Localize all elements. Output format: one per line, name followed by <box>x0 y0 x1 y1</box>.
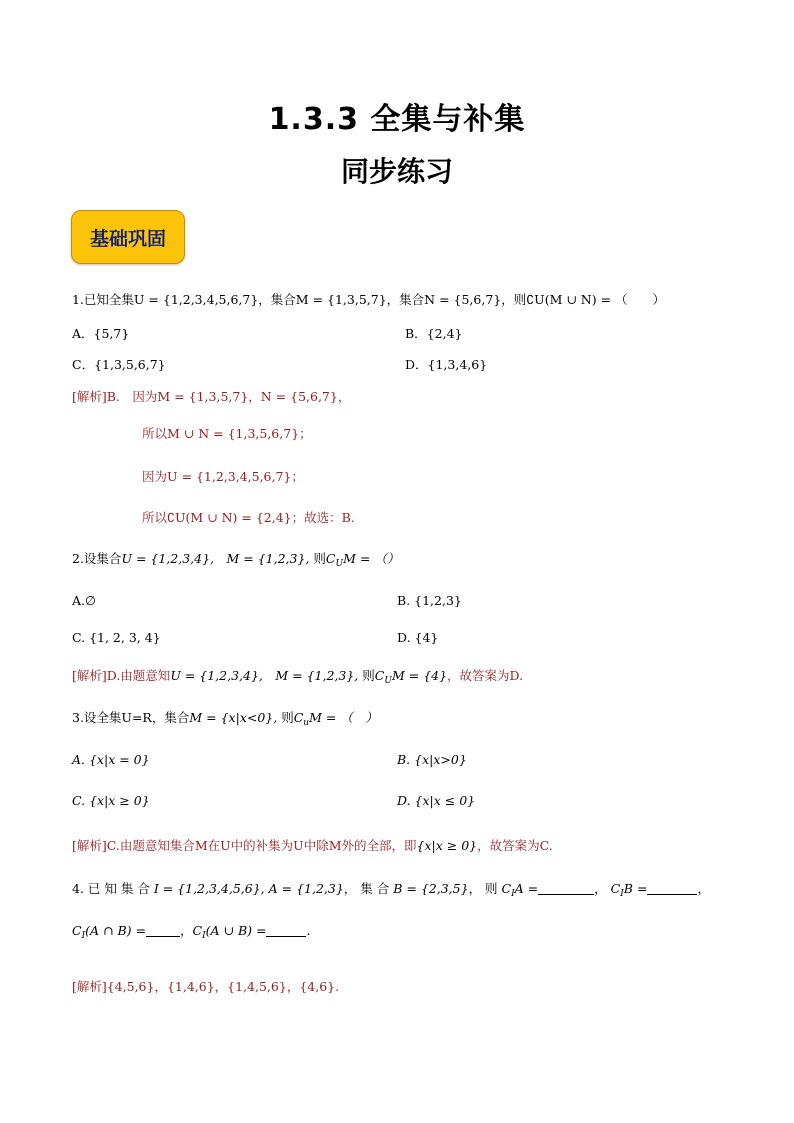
q3-option-a: A. {x|x = 0} <box>72 752 150 767</box>
section-badge: 基础巩固 <box>71 210 185 264</box>
q4-stem-line-1 <box>72 879 710 899</box>
q2-solution-sets: U = {1,2,3,4}, M = {1,2,3}, <box>170 668 359 683</box>
q4-complement-a-symbol: C <box>501 881 512 896</box>
q2-solution-then: 则 <box>362 668 375 683</box>
q2-option-b: B. {1,2,3} <box>397 593 462 608</box>
q3-solution-set: {x|x ≥ 0} <box>416 838 478 853</box>
q1-solution-line-2: 所以M ∪ N = {1,3,5,6,7}； <box>142 426 312 441</box>
q4-complement-intersection-subscript: I <box>81 931 86 941</box>
q2-stem <box>72 549 399 569</box>
q2-option-d: D. {4} <box>397 630 439 645</box>
page-subtitle: 同步练习 <box>340 155 453 188</box>
q2-stem-sets: U = {1,2,3,4}, M = {1,2,3}, <box>121 551 310 566</box>
q2-solution <box>72 666 523 686</box>
q1-solution-line-4: 所以∁U(M ∪ N) = {2,4}；故选：B. <box>142 510 355 525</box>
q4-blank-2[interactable] <box>647 882 697 895</box>
q4-blank-1[interactable] <box>538 882 594 895</box>
q3-solution <box>72 836 553 854</box>
q4-solution: [解析]{4,5,6}，{1,4,6}，{1,4,5,6}，{4,6}. <box>72 979 340 994</box>
q4-set-b: B = {2,3,5} <box>393 881 469 896</box>
q1-option-a: A．{5,7} <box>72 326 130 341</box>
q3-stem <box>72 708 378 728</box>
q2-option-c: C. {1, 2, 3, 4} <box>72 630 161 645</box>
q4-complement-union-symbol: C <box>192 923 203 938</box>
q1-solution-line-1: [解析]B. 因为M = {1,3,5,7}，N = {5,6,7}， <box>72 389 351 404</box>
q1-option-b: B．{2,4} <box>405 326 463 341</box>
q2-solution-end: ，故答案为D. <box>447 668 524 683</box>
q4-complement-b-symbol: C <box>610 881 621 896</box>
q4-stem-mid: ， 集 合 <box>343 881 390 896</box>
q2-solution-subscript: U <box>384 676 392 686</box>
q2-solution-prefix: [解析]D.由题意知 <box>72 668 171 683</box>
q2-solution-value: M = {4} <box>391 668 448 683</box>
page-title: 1.3.3 全集与补集 <box>268 102 526 137</box>
q4-complement-a-expr: A = <box>514 881 539 896</box>
q4-set-i: I = {1,2,3,4,5,6}, <box>153 881 265 896</box>
q4-blank-4[interactable] <box>266 924 306 937</box>
q3-complement-symbol: C <box>293 710 304 725</box>
q4-complement-a-subscript: I <box>511 889 515 899</box>
q2-complement-symbol: C <box>325 551 336 566</box>
q4-stem-then: ， 则 <box>468 881 498 896</box>
q1-option-d: D．{1,3,4,6} <box>405 357 488 372</box>
q4-stem-prefix: 4. 已 知 集 合 <box>72 881 150 896</box>
q1-option-c: C．{1,3,5,6,7} <box>72 357 166 372</box>
q4-stem-line-2 <box>72 921 310 941</box>
q4-complement-intersection-symbol: C <box>72 923 82 938</box>
q4-stem-tail: ， <box>697 881 710 896</box>
q4-set-a: A = {1,2,3} <box>268 881 344 896</box>
q3-stem-set: M = {x|x<0}, <box>189 710 278 725</box>
q4-complement-union-expr: (A ∪ B) = <box>205 923 267 938</box>
q2-option-a: A.∅ <box>72 593 96 608</box>
q3-stem-prefix: 3.设全集U=R，集合 <box>72 710 190 725</box>
q2-stem-then: 则 <box>313 551 326 566</box>
q4-stem-sep: ， <box>594 881 607 896</box>
q3-stem-end: M = （ ） <box>309 710 378 725</box>
q3-option-b: B. {x|x>0} <box>397 752 467 767</box>
q4-line2-sep: ， <box>179 923 193 938</box>
q4-complement-intersection-expr: (A ∩ B) = <box>85 923 146 938</box>
q1-stem: 1.已知全集U = {1,2,3,4,5,6,7}，集合M = {1,3,5,7}，集合N = {5,6,7}，则∁U(M ∪ N) = （ ） <box>72 292 666 307</box>
q3-stem-then: 则 <box>281 710 294 725</box>
q3-option-c: C. {x|x ≥ 0} <box>72 793 150 808</box>
q4-complement-union-subscript: I <box>202 931 206 941</box>
q3-option-d: D. {x|x ≤ 0} <box>397 793 476 808</box>
q4-blank-3[interactable] <box>146 924 180 937</box>
q4-complement-b-subscript: I <box>620 889 624 899</box>
q2-stem-end: M = （） <box>343 551 400 566</box>
q2-complement-subscript: U <box>335 559 344 569</box>
q4-line2-end: . <box>306 923 311 938</box>
q2-solution-complement: C <box>374 668 385 683</box>
q4-complement-b-expr: B = <box>623 881 648 896</box>
q3-solution-prefix: [解析]C.由题意知集合M在U中的补集为U中除M外的全部，即 <box>72 838 417 853</box>
q2-stem-prefix: 2.设集合 <box>72 551 122 566</box>
q1-solution-line-3: 因为U = {1,2,3,4,5,6,7}； <box>142 469 304 484</box>
q3-solution-end: ，故答案为C. <box>477 838 553 853</box>
q3-complement-subscript: u <box>303 718 310 728</box>
